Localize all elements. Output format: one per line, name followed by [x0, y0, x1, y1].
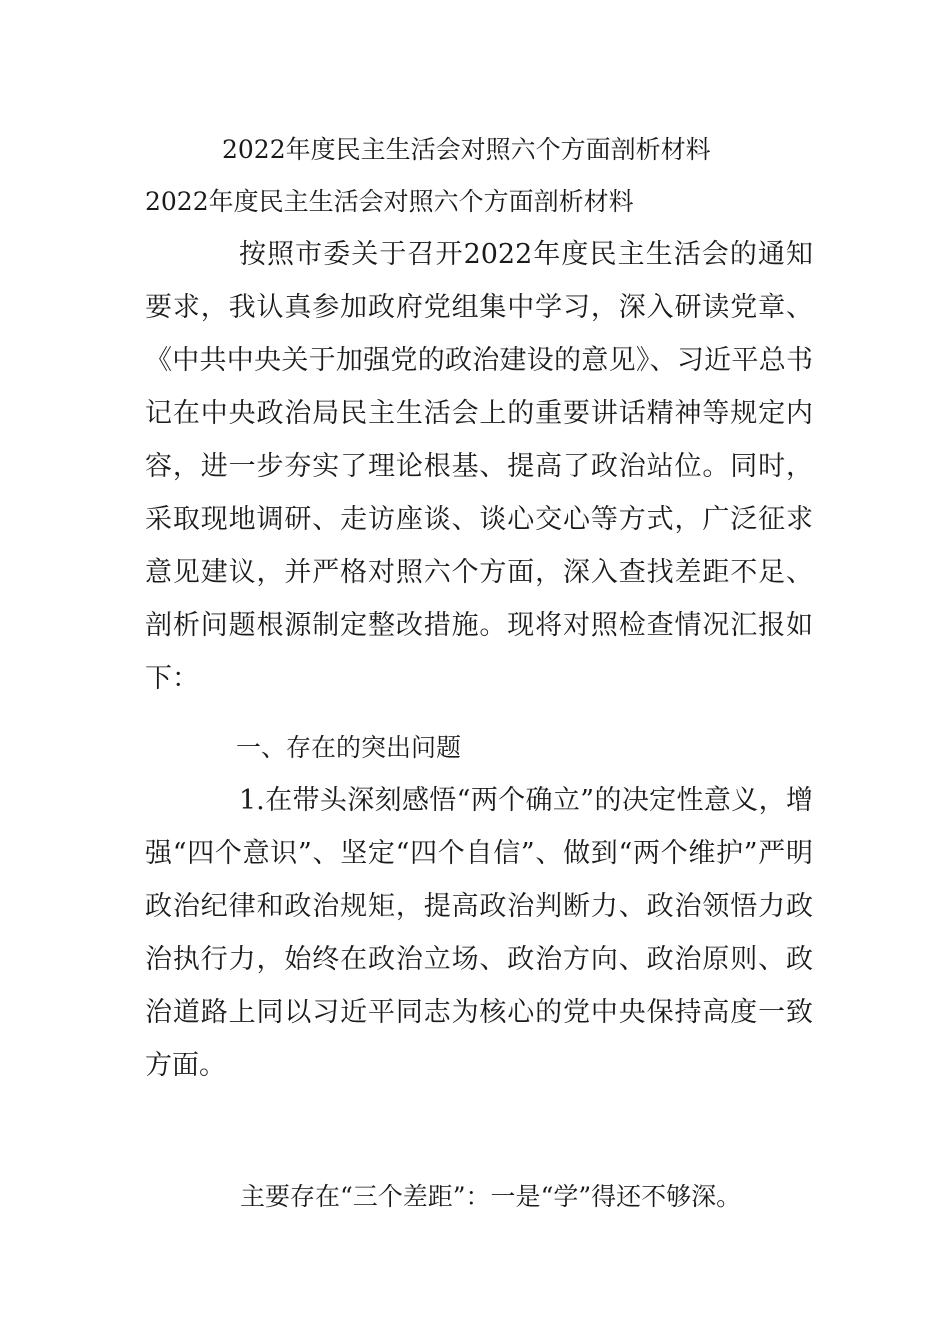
document-title-repeated: 2022年度民主生活会对照六个方面剖析材料	[145, 187, 634, 216]
section-heading: 一、存在的突出问题	[236, 733, 462, 762]
document-title-centered: 2022年度民主生活会对照六个方面剖析材料	[222, 135, 711, 164]
item-paragraph-1: 1.在带头深刻感悟“两个确立”的决定性意义，增强“四个意识”、坚定“四个自信”、做到“两个维护”严明政治纪律和政治规矩，提高政治判断力、政治领悟力政治执行力，始终在政治立场、政治方向、政治原则、政治道路上同以习近平同志为核心的党中央保持高度一致方面。	[145, 785, 813, 1081]
intro-paragraph: 按照市委关于召开2022年度民主生活会的通知要求，我认真参加政府党组集中学习，深入研读党章、《中共中央关于加强党的政治建设的意见》、习近平总书记在中央政治局民主生活会上的重要讲话精神等规定内容，进一步夯实了理论根基、提高了政治站位。同时，采取现地调研、走访座谈、谈心交心等方式，广泛征求意见建议，并严格对照六个方面，深入查找差距不足、剖析问题根源制定整改措施。现将对照检查情况汇报如下：	[145, 239, 813, 694]
main-gaps-paragraph: 主要存在“三个差距”：一是“学”得还不够深。	[240, 1182, 742, 1211]
